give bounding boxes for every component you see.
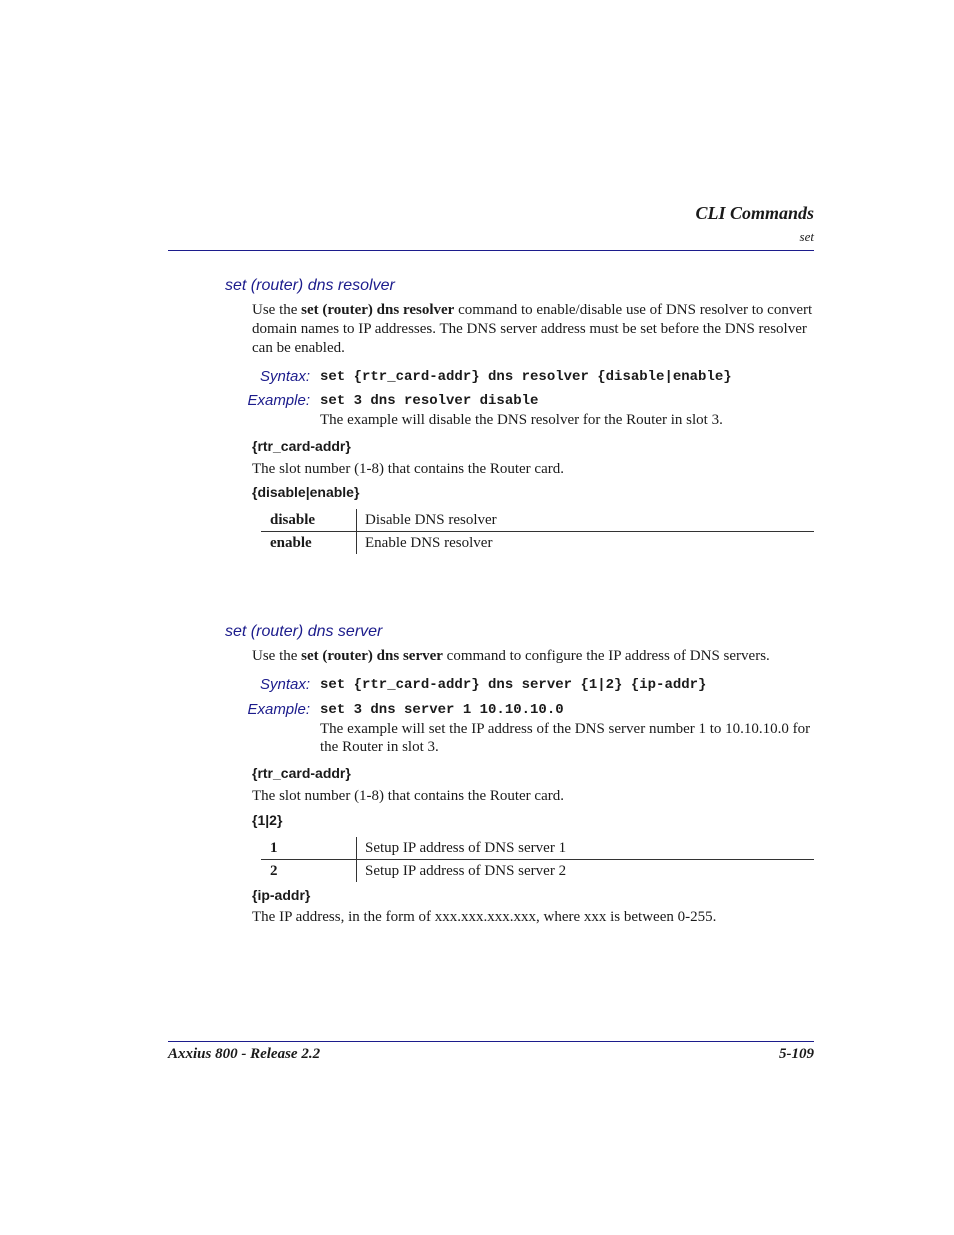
table-value: Setup IP address of DNS server 2 [365,862,567,879]
table-row [261,860,814,883]
syntax-label: Syntax: [259,368,310,385]
table-row [261,509,814,532]
table-key: enable [261,532,357,555]
intro-text: Use the [252,648,302,664]
param-name: {rtr_card-addr} [252,765,351,781]
example-command: set 3 dns resolver disable [320,393,539,409]
intro-command: set (router) dns server [301,648,443,664]
section-title-dns-server: set (router) dns server [225,623,383,640]
table-key: disable [261,509,357,532]
syntax-label: Syntax: [259,676,310,693]
table-key: 2 [261,860,357,883]
param-table [261,837,814,882]
intro-text: Use the [252,302,302,318]
param-name: {disable|enable} [252,484,360,500]
page-number: 5-109 [779,1046,814,1062]
footer-rule [168,1041,814,1042]
param-name: {rtr_card-addr} [252,438,351,454]
table-value: Setup IP address of DNS server 1 [357,837,815,860]
section-intro-dns-server [252,647,814,666]
intro-command: set (router) dns resolver [301,302,455,318]
section-intro-dns-resolver [252,301,814,358]
param-name: {ip-addr} [252,887,311,903]
syntax-command: set {rtr_card-addr} dns server {1|2} {ip-addr} [320,677,707,693]
example-command: set 3 dns server 1 10.10.10.0 [320,702,564,718]
table-value: Disable DNS resolver [357,509,815,532]
example-description: The example will set the IP address of the DNS server number 1 to 10.10.10.0 for the Router in slot 3. [320,721,811,755]
param-description: The IP address, in the form of xxx.xxx.xxx.xxx, where xxx is between 0-255. [252,909,717,925]
table-row [261,532,814,555]
footer-product: Axxius 800 - Release 2.2 [168,1046,321,1062]
example-label: Example: [247,701,310,718]
example-label: Example: [247,392,310,409]
param-description: The slot number (1-8) that contains the Router card. [252,461,564,477]
intro-text: command to enable/disable use of DNS resolver to convert domain names to IP addresses. The DNS server address must be set before the DNS resolver can be enabled. [252,302,813,356]
table-value: Enable DNS resolver [365,534,493,551]
param-table [261,509,814,554]
table-row [261,837,814,860]
intro-text: command to configure the IP address of DNS servers. [442,648,770,664]
chapter-title: CLI Commands [695,203,814,223]
example-description: The example will disable the DNS resolver for the Router in slot 3. [320,412,723,428]
header-rule [168,250,814,251]
param-description: The slot number (1-8) that contains the Router card. [252,788,564,804]
param-name: {1|2} [252,812,283,828]
table-key: 1 [261,837,357,860]
section-title-dns-resolver: set (router) dns resolver [225,277,395,294]
subsection-title: set [799,229,814,244]
syntax-command: set {rtr_card-addr} dns resolver {disable|enable} [320,369,732,385]
